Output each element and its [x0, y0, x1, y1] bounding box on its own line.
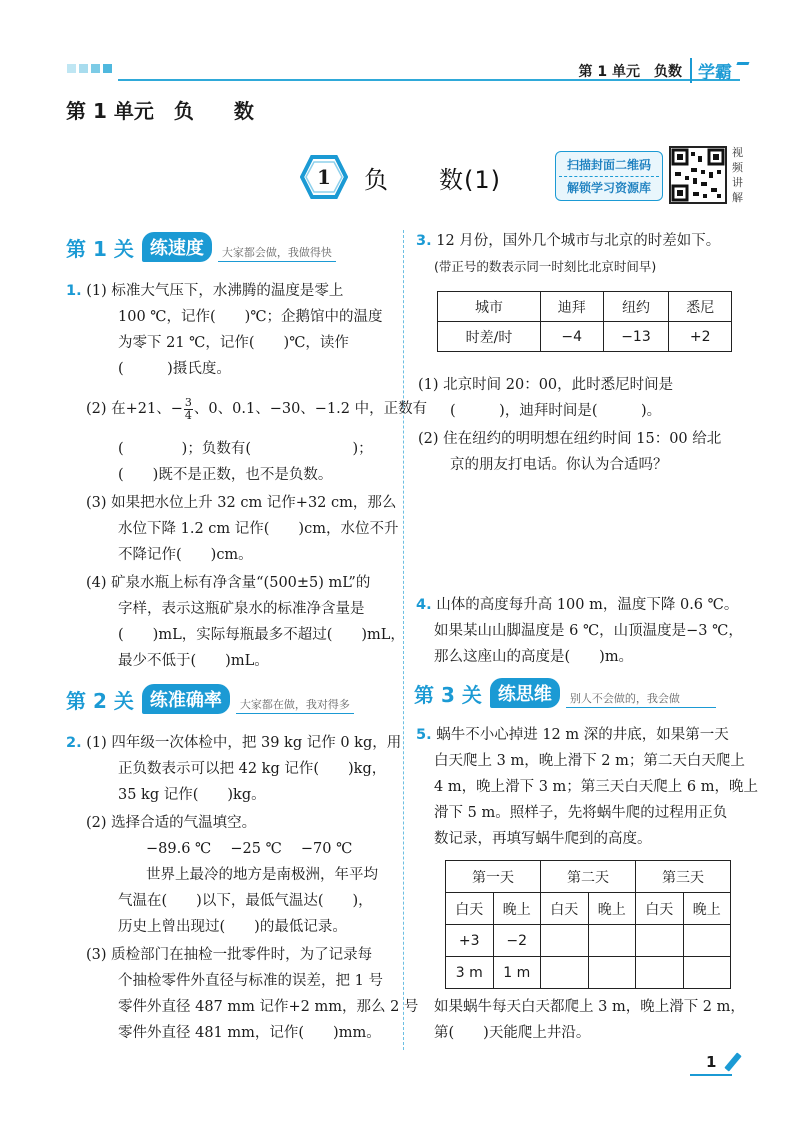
- text-line: 12 月份，国外几个城市与北京的时差如下。: [436, 233, 721, 249]
- text-line: 正负数表示可以把 42 kg 记作( )kg，: [118, 761, 387, 777]
- text-line: ( )；负数有( )；: [118, 441, 373, 457]
- table-cell: −13: [603, 322, 669, 352]
- answer-cell[interactable]: [636, 957, 684, 989]
- text-line: 零件外直径 487 mm 记作+2 mm，那么 2 号: [118, 999, 419, 1015]
- text-line: 那么这座山的高度是( )m。: [434, 649, 634, 665]
- lesson-heading: [300, 155, 501, 199]
- text-span: 、0、0.1、−30、−1.2 中，正数有: [193, 401, 428, 417]
- q3-note: (带正号的数表示同一时刻比北京时间早): [434, 259, 657, 274]
- level-2-slogan: 大家都在做，我对得多: [236, 696, 354, 714]
- table-row: [446, 861, 731, 893]
- text-line: 个抽检零件外直径与标准的误差，把 1 号: [118, 973, 383, 989]
- level-3-name: 第 3 关: [414, 683, 482, 707]
- q1-number: 1.: [66, 283, 82, 299]
- brand-logo: 学霸: [690, 58, 732, 83]
- level-3-pill: 练思维: [490, 678, 560, 708]
- text-line: (2) 选择合适的气温填空。: [86, 815, 257, 831]
- text-line: 4 m，晚上滑下 3 m；第三天白天爬上 6 m，晚上: [434, 779, 758, 795]
- table-cell: 白天: [541, 893, 589, 925]
- table-cell: 晚上: [493, 893, 541, 925]
- table-cell: 纽约: [603, 292, 669, 322]
- footer-rule: [690, 1074, 732, 1076]
- text-line: 历史上曾出现过( )的最低记录。: [118, 919, 347, 935]
- text-line: 第( )天能爬上井沿。: [434, 1025, 591, 1041]
- table-cell: 悉尼: [669, 292, 732, 322]
- level-3-slogan: 别人不会做的，我会做: [566, 690, 716, 708]
- text-line: (1) 北京时间 20：00，此时悉尼时间是: [418, 377, 674, 393]
- level-2-pill: 练准确率: [142, 684, 230, 714]
- level-1-slogan: 大家都会做，我做得快: [218, 244, 336, 262]
- table-row: [438, 322, 732, 352]
- table-cell: +2: [669, 322, 732, 352]
- text-span: (2) 在+21、−: [86, 401, 183, 417]
- level-1-pill: 练速度: [142, 232, 212, 262]
- text-line: 气温在( )以下，最低气温达( )，: [118, 893, 373, 909]
- table-cell: 城市: [438, 292, 541, 322]
- table-row: [446, 957, 731, 989]
- text-line: 如果某山山脚温度是 6 ℃，山顶温度是−3 ℃，: [434, 623, 743, 639]
- q1-part2-line1: [86, 396, 427, 422]
- text-line: (4) 矿泉水瓶上标有净含量“(500±5) mL”的: [86, 575, 371, 591]
- text-line: 数记录，再填写蜗牛爬到的高度。: [434, 831, 652, 847]
- text-line: 如果蜗牛每天白天都爬上 3 m，晚上滑下 2 m，: [434, 999, 745, 1015]
- table-cell: 晚上: [683, 893, 731, 925]
- answer-cell[interactable]: [683, 925, 731, 957]
- q3-number: 3.: [416, 233, 432, 249]
- text-line: 35 kg 记作( )kg。: [118, 787, 266, 803]
- text-line: (3) 如果把水位上升 32 cm 记作+32 cm，那么: [86, 495, 397, 511]
- snail-record-table: [445, 860, 731, 989]
- text-line: 不降记作( )cm。: [118, 547, 253, 563]
- table-row: [438, 292, 732, 322]
- q1-part1: [66, 278, 343, 304]
- fraction-denominator: 4: [184, 408, 192, 422]
- level-2-banner: [66, 684, 354, 714]
- time-difference-table: [437, 291, 732, 352]
- table-cell: 时差/时: [438, 322, 541, 352]
- video-label: 视频讲解: [732, 146, 743, 204]
- answer-cell[interactable]: [683, 957, 731, 989]
- level-1-name: 第 1 关: [66, 237, 134, 261]
- table-cell: 白天: [636, 893, 684, 925]
- q5-number: 5.: [416, 727, 432, 743]
- text-line: 世界上最冷的地方是南极洲，年平均: [146, 867, 378, 883]
- answer-cell[interactable]: [636, 925, 684, 957]
- q3-intro: [416, 228, 720, 254]
- table-cell: 迪拜: [540, 292, 603, 322]
- level-1-banner: [66, 232, 336, 262]
- q4-line1: [416, 592, 738, 618]
- text-line: ( )既不是正数，也不是负数。: [118, 467, 333, 483]
- table-cell: +3: [446, 925, 494, 957]
- table-row: [446, 925, 731, 957]
- unit-title: 第 1 单元 负 数: [66, 99, 254, 123]
- table-cell: −2: [493, 925, 541, 957]
- level-2-name: 第 2 关: [66, 689, 134, 713]
- text-line: (3) 质检部门在抽检一批零件时，为了记录每: [86, 947, 373, 963]
- text-line: ( )mL，实际每瓶最多不超过( )mL，: [118, 627, 405, 643]
- page-number: 1: [706, 1053, 717, 1071]
- text-line: 100 ℃，记作( )℃；企鹅馆中的温度: [118, 309, 383, 325]
- text-line: ( )，迪拜时间是( )。: [450, 403, 662, 419]
- scan-line-2: 解锁学习资源库: [559, 176, 659, 196]
- temperature-options: −89.6 ℃ −25 ℃ −70 ℃: [146, 841, 353, 857]
- answer-cell[interactable]: [588, 957, 636, 989]
- fraction-numerator: 3: [184, 395, 192, 409]
- text-line: 字样，表示这瓶矿泉水的标准净含量是: [118, 601, 365, 617]
- header-decoration: [67, 64, 112, 73]
- fraction: [184, 397, 193, 422]
- qr-code-icon: [671, 148, 725, 202]
- lesson-number: 1: [317, 165, 331, 189]
- running-header: [579, 58, 749, 83]
- q2-part1: [66, 730, 401, 756]
- text-line: (1) 标准大气压下，水沸腾的温度是零上: [86, 283, 344, 299]
- scan-line-1: 扫描封面二维码: [566, 158, 651, 173]
- text-line: 水位下降 1.2 cm 记作( )cm，水位不升: [118, 521, 399, 537]
- text-line: 蜗牛不小心掉进 12 m 深的井底，如果第一天: [436, 727, 729, 743]
- q4-number: 4.: [416, 597, 432, 613]
- text-line: 滑下 5 m。照样子，先将蜗牛爬的过程用正负: [434, 805, 728, 821]
- table-cell: 第三天: [636, 861, 731, 893]
- graduation-cap-icon: [735, 62, 750, 70]
- q2-number: 2.: [66, 735, 82, 751]
- text-line: 京的朋友打电话。你认为合适吗？: [450, 457, 668, 473]
- table-cell: 白天: [446, 893, 494, 925]
- table-cell: 第二天: [541, 861, 636, 893]
- answer-cell[interactable]: [541, 925, 589, 957]
- text-line: (2) 住在纽约的明明想在纽约时间 15：00 给北: [418, 431, 722, 447]
- table-cell: −4: [540, 322, 603, 352]
- text-line: 白天爬上 3 m，晚上滑下 2 m；第二天白天爬上: [434, 753, 745, 769]
- scan-qr-prompt: [555, 151, 663, 201]
- level-3-banner: [414, 678, 716, 708]
- table-cell: 3 m: [446, 957, 494, 989]
- text-line: 零件外直径 481 mm，记作( )mm。: [118, 1025, 381, 1041]
- table-cell: 晚上: [588, 893, 636, 925]
- table-cell: 1 m: [493, 957, 541, 989]
- text-line: 为零下 21 ℃，记作( )℃，读作: [118, 335, 349, 351]
- table-row: [446, 893, 731, 925]
- header-unit-label: 第 1 单元 负数: [578, 63, 682, 80]
- text-line: ( )摄氏度。: [118, 361, 231, 377]
- lesson-number-badge: [300, 155, 348, 199]
- lesson-title: 负 数(1): [364, 165, 501, 194]
- text-line: 山体的高度每升高 100 m，温度下降 0.6 ℃。: [436, 597, 739, 613]
- answer-cell[interactable]: [541, 957, 589, 989]
- text-line: (1) 四年级一次体检中，把 39 kg 记作 0 kg，用: [86, 735, 402, 751]
- pencil-icon: [724, 1052, 741, 1071]
- answer-cell[interactable]: [588, 925, 636, 957]
- qr-code[interactable]: [669, 146, 727, 204]
- text-line: 最少不低于( )mL。: [118, 653, 269, 669]
- q5-line1: [416, 722, 729, 748]
- table-cell: 第一天: [446, 861, 541, 893]
